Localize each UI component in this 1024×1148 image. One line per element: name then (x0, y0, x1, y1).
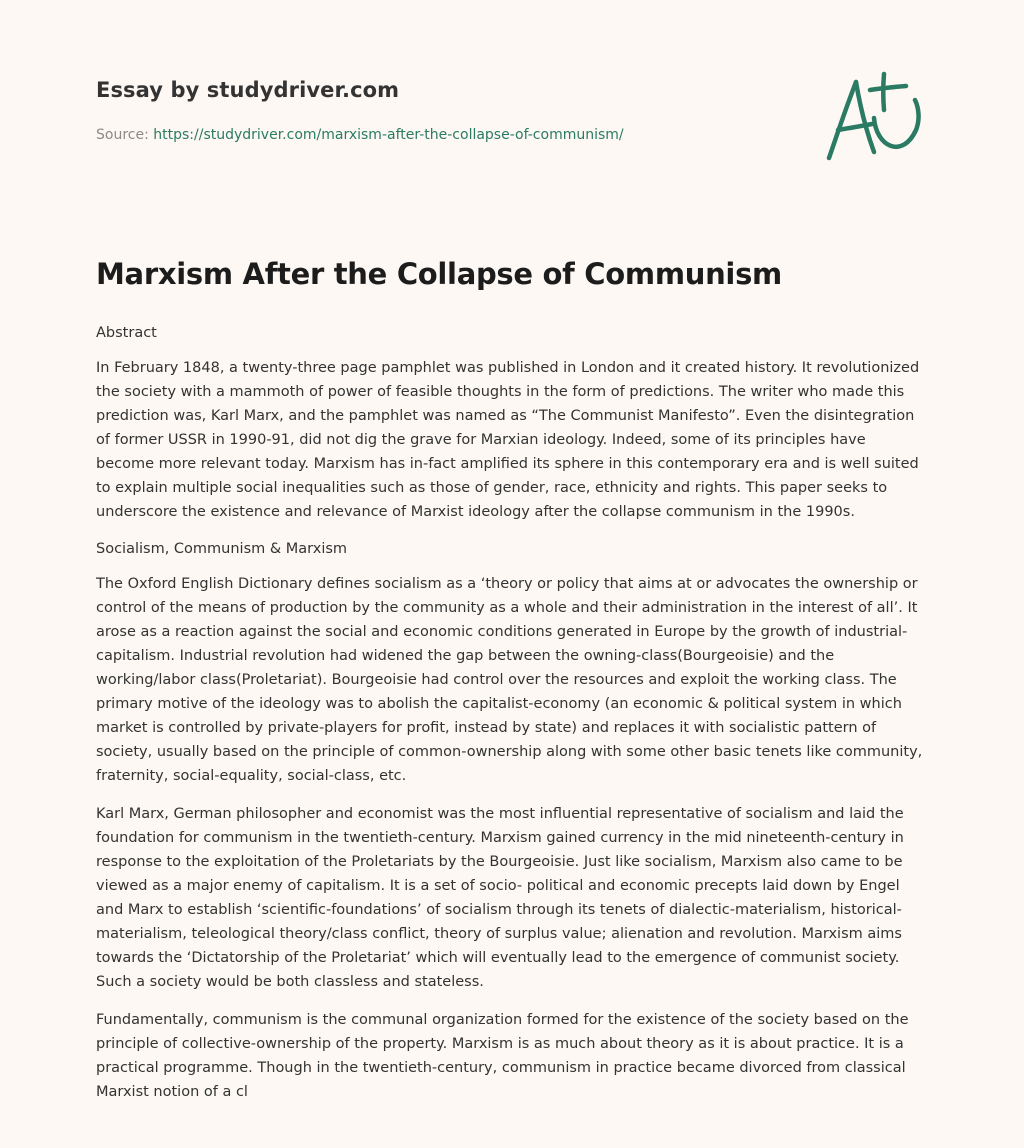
a-plus-logo-icon (822, 68, 926, 164)
section-heading: Socialism, Communism & Marxism (96, 541, 348, 557)
article (96, 254, 928, 1118)
body-paragraph-2: Karl Marx, German philosopher and economist was the most influential representative of socialism and laid the foundation for communism in the twentieth-century. Marxism gained currency in the mid nineteenth-century in response to the exploitation of the Proletariats by the Bourgeoisie. Just like socialism, Marxism also came to be viewed as a major enemy of capitalism. It is a set of socio- political and economic precepts laid down by Engel and Marx to establish ‘scientific-foundations’ of socialism through its tenets of dialectic-materialism, historical-materialism, teleological theory/class conflict, theory of surplus value; alienation and revolution. Marxism aims towards the ‘Dictatorship of the Proletariat’ which will eventually lead to the emergence of communist society. Such a society would be both classless and stateless. (96, 806, 904, 990)
abstract-heading: Abstract (96, 325, 157, 341)
brand-title: Essay by studydriver.com (96, 78, 400, 102)
article-title: Marxism After the Collapse of Communism (96, 257, 782, 291)
abstract-paragraph: In February 1848, a twenty-three page pamphlet was published in London and it created history. It revolutionized the society with a mammoth of power of feasible thoughts in the form of predictions. The writer who made this prediction was, Karl Marx, and the pamphlet was named as “The Communist Manifesto”. Even the disintegration of former USSR in 1990-91, did not dig the grave for Marxian ideology. Indeed, some of its principles have become more relevant today. Marxism has in-fact amplified its sphere in this contemporary era and is well suited to explain multiple social inequalities such as those of gender, race, ethnicity and rights. This paper seeks to underscore the existence and relevance of Marxist ideology after the collapse communism in the 1990s. (96, 360, 920, 520)
essay-header (96, 74, 796, 145)
source-line (96, 125, 796, 145)
body-paragraph-3: Fundamentally, communism is the communal organization formed for the existence of the society based on the principle of collective-ownership of the property. Marxism is as much about theory as it is about practice. It is a practical programme. Though in the twentieth-century, communism in practice became divorced from classical Marxist notion of a cl (96, 1012, 909, 1100)
source-label: Source: (96, 127, 149, 143)
body-paragraph-1: The Oxford English Dictionary defines socialism as a ‘theory or policy that aims at or advocates the ownership or control of the means of production by the community as a whole and their administration in the interest of all’. It arose as a reaction against the social and economic conditions generated in Europe by the growth of industrial-capitalism. Industrial revolution had widened the gap between the owning-class(Bourgeoisie) and the working/labor class(Proletariat). Bourgeoisie had control over the resources and exploit the working class. The primary motive of the ideology was to abolish the capitalist-economy (an economic & political system in which market is controlled by private-players for profit, instead by state) and replaces it with socialistic pattern of society, usually based on the principle of common-ownership along with some other basic tenets like community, fraternity, social-equality, social-class, etc. (96, 576, 923, 784)
source-link[interactable]: https://studydriver.com/marxism-after-the-collapse-of-communism/ (153, 127, 624, 143)
